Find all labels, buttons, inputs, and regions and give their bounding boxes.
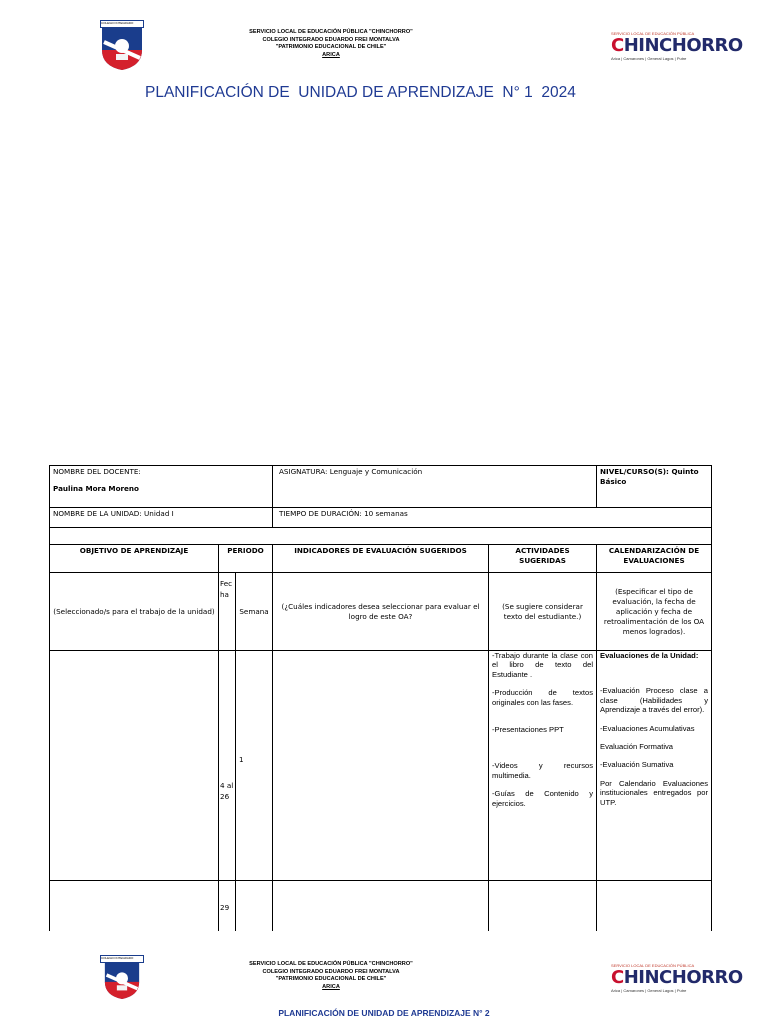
chinchorro-logo — [611, 31, 743, 61]
sub-objetivo: (Seleccionado/s para el trabajo de la unidad) — [50, 573, 219, 651]
fecha-cell: 4 al 26 — [219, 651, 236, 881]
header-periodo: PERIODO — [219, 545, 273, 573]
school-crest — [100, 20, 144, 75]
header-objetivo: OBJETIVO DE APRENDIZAJE — [50, 545, 219, 573]
header-indicadores: INDICADORES DE EVALUACIÓN SUGERIDOS — [273, 545, 489, 573]
table-row — [50, 528, 712, 545]
shield-icon — [100, 963, 144, 999]
header-line: "PATRIMONIO EDUCACIONAL DE CHILE" — [275, 44, 387, 50]
list-item: -Evaluaciones Acumulativas — [600, 723, 695, 733]
semana-cell: 1 — [236, 651, 273, 881]
list-item: -Presentaciones PPT — [492, 725, 564, 735]
table-row — [50, 466, 712, 508]
asignatura-cell: ASIGNATURA: Lenguaje y Comunicación — [273, 466, 597, 508]
table-row — [50, 508, 712, 528]
header-line: SERVICIO LOCAL DE EDUCACIÓN PÚBLICA "CHINCHORRO" — [249, 961, 413, 967]
list-item: Evaluación Formativa — [600, 742, 674, 752]
header-line: COLEGIO INTEGRADO EDUARDO FREI MONTALVA — [262, 36, 400, 43]
sub-actividades: (Se sugiere considerar texto del estudiante.) — [489, 573, 597, 651]
indicadores-cell — [273, 651, 489, 881]
docente-label: NOMBRE DEL DOCENTE: — [53, 467, 141, 476]
chinchorro-logo — [611, 963, 743, 993]
crest-band: COLEGIO INTEGRADO — [100, 20, 144, 28]
page-title: PLANIFICACIÓN DE UNIDAD DE APRENDIZAJE N° 1 2024 — [145, 84, 576, 101]
spacer-cell — [50, 528, 712, 545]
evaluaciones-cell — [597, 651, 712, 881]
tiempo-cell: TIEMPO DE DURACIÓN: 10 semanas — [273, 508, 712, 528]
logo-text: CHINCHORRO — [611, 35, 743, 56]
header-line: ARICA — [322, 51, 340, 58]
school-crest — [100, 955, 144, 1004]
fecha-cell: 29 — [219, 881, 236, 941]
logo-sub-text: Arica | Camarones | General Lagos | Putre — [611, 56, 687, 61]
page-break — [0, 931, 768, 951]
shield-icon — [100, 28, 144, 70]
list-item: -Producción de textos originales con las fases. — [492, 688, 594, 707]
planning-table — [49, 465, 712, 941]
eval-title: Evaluaciones de la Unidad: — [600, 651, 699, 660]
sub-semana: Semana — [236, 573, 273, 651]
logo-small-text: SERVICIO LOCAL DE EDUCACIÓN PÚBLICA — [611, 963, 695, 968]
table-subheader-row — [50, 573, 712, 651]
sub-fecha: Fecha — [219, 573, 236, 651]
institution-header — [208, 961, 454, 991]
header-line: SERVICIO LOCAL DE EDUCACIÓN PÚBLICA "CHINCHORRO" — [249, 29, 413, 35]
objetivo-cell — [50, 651, 219, 881]
unidad-cell: NOMBRE DE LA UNIDAD: Unidad I — [50, 508, 273, 528]
docente-name: Paulina Mora Moreno — [53, 484, 139, 493]
table-header-row — [50, 545, 712, 573]
docente-cell — [50, 466, 273, 508]
list-item: -Videos y recursos multimedia. — [492, 761, 594, 780]
header-calendario: CALENDARIZACIÓN DE EVALUACIONES — [597, 545, 712, 573]
actividades-cell — [489, 651, 597, 881]
header-line: ARICA — [322, 983, 340, 990]
institution-header — [208, 29, 454, 59]
sub-calendario: (Especificar el tipo de evaluación, la fecha de aplicación y fecha de retroalimentación de los OA menos logrados). — [597, 573, 712, 651]
list-item: -Evaluación Sumativa — [600, 760, 674, 770]
list-item: -Evaluación Proceso clase a clase (Habilidades y Aprendizaje a través del error). — [600, 686, 709, 715]
logo-sub-text: Arica | Camarones | General Lagos | Putre — [611, 988, 687, 993]
list-item: -Guías de Contenido y ejercicios. — [492, 789, 594, 808]
header-line: "PATRIMONIO EDUCACIONAL DE CHILE" — [275, 976, 387, 982]
page-title-2: PLANIFICACIÓN DE UNIDAD DE APRENDIZAJE N° 2 — [278, 1008, 490, 1018]
sub-indicadores: (¿Cuáles indicadores desea seleccionar para evaluar el logro de este OA? — [273, 573, 489, 651]
crest-band: COLEGIO INTEGRADO — [100, 955, 144, 963]
header-line: COLEGIO INTEGRADO EDUARDO FREI MONTALVA — [262, 968, 400, 975]
list-item: -Trabajo durante la clase con el libro de texto del Estudiante . — [492, 651, 594, 679]
list-item: Por Calendario Evaluaciones institucionales entregados por UTP. — [600, 778, 709, 807]
logo-small-text: SERVICIO LOCAL DE EDUCACIÓN PÚBLICA — [611, 31, 695, 36]
table-row — [50, 651, 712, 881]
logo-text: CHINCHORRO — [611, 967, 743, 988]
nivel-cell: NIVEL/CURSO(S): Quinto Básico — [597, 466, 712, 508]
header-actividades: ACTIVIDADES SUGERIDAS — [489, 545, 597, 573]
